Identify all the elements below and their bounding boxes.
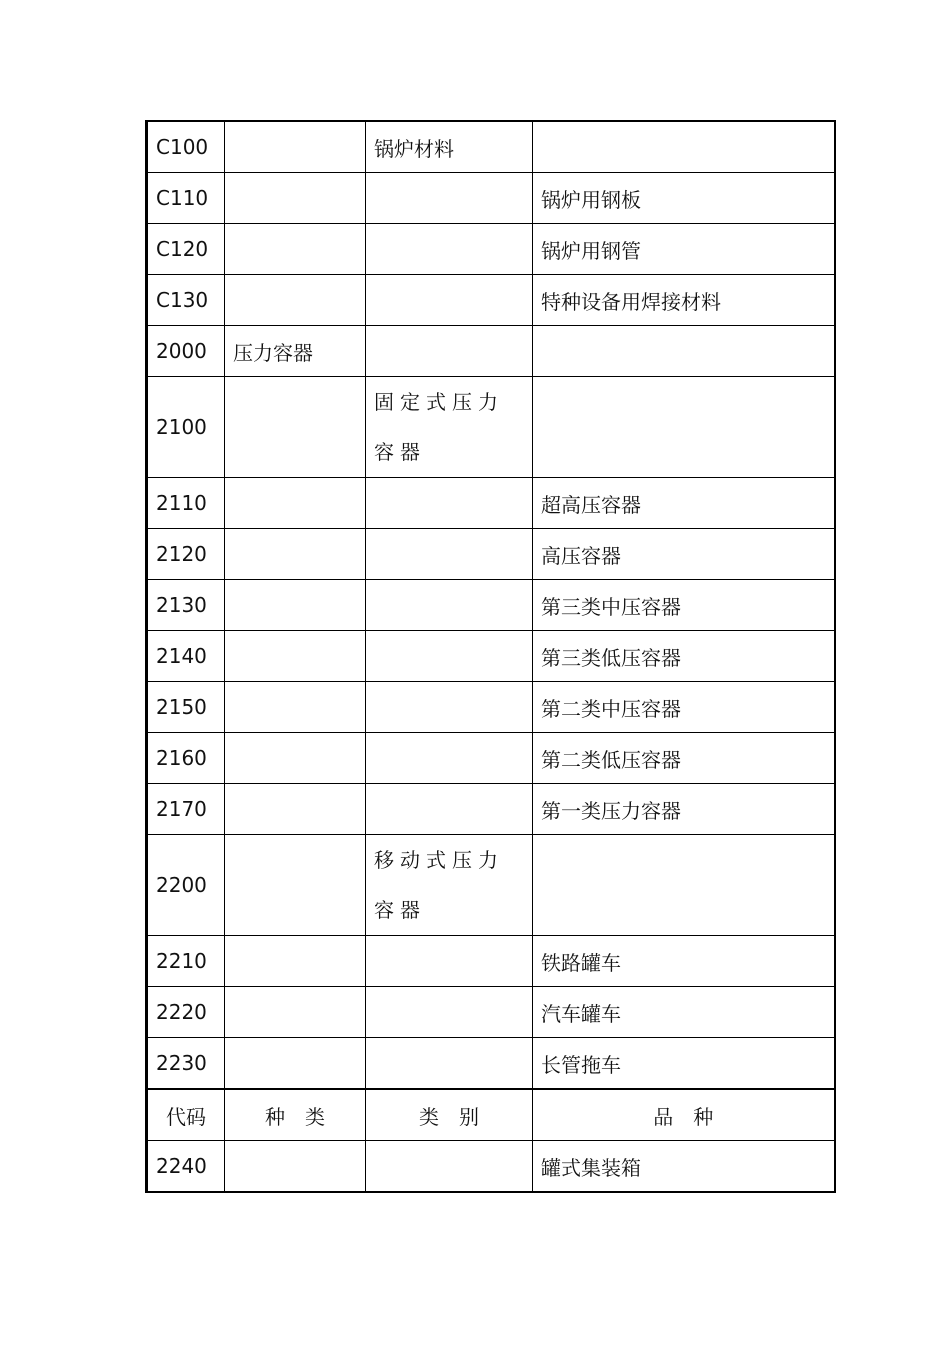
cell-kind <box>225 121 366 173</box>
cell-category <box>366 682 533 733</box>
cell-variety <box>533 326 835 377</box>
cell-code: C100 <box>147 121 225 173</box>
table-row <box>147 121 835 173</box>
table-row <box>147 173 835 224</box>
cell-category <box>366 1141 533 1193</box>
cell-category <box>366 478 533 529</box>
cell-category: 类 别 <box>366 1089 533 1141</box>
equipment-code-table <box>145 120 836 1193</box>
table-row <box>147 275 835 326</box>
cell-variety: 汽车罐车 <box>533 987 835 1038</box>
cell-variety: 第三类中压容器 <box>533 580 835 631</box>
cell-kind <box>225 987 366 1038</box>
cell-kind <box>225 784 366 835</box>
cell-code: 2140 <box>147 631 225 682</box>
cell-code: 2170 <box>147 784 225 835</box>
cell-variety: 罐式集装箱 <box>533 1141 835 1193</box>
cell-category <box>366 326 533 377</box>
cell-code: C110 <box>147 173 225 224</box>
cell-variety <box>533 121 835 173</box>
cell-kind <box>225 529 366 580</box>
cell-kind <box>225 1141 366 1193</box>
cell-kind <box>225 173 366 224</box>
cell-kind <box>225 478 366 529</box>
cell-code: 2130 <box>147 580 225 631</box>
cell-kind: 压力容器 <box>225 326 366 377</box>
cell-code: C120 <box>147 224 225 275</box>
cell-kind <box>225 224 366 275</box>
cell-code: 代码 <box>147 1089 225 1141</box>
table-row <box>147 631 835 682</box>
table-row <box>147 1038 835 1090</box>
cell-code: 2120 <box>147 529 225 580</box>
cell-kind <box>225 580 366 631</box>
cell-code: C130 <box>147 275 225 326</box>
cell-variety: 第一类压力容器 <box>533 784 835 835</box>
table-row <box>147 529 835 580</box>
cell-category: 移动式压力容器 <box>366 835 533 936</box>
cell-code: 2210 <box>147 936 225 987</box>
table-row <box>147 326 835 377</box>
cell-variety: 铁路罐车 <box>533 936 835 987</box>
cell-category <box>366 631 533 682</box>
cell-category <box>366 733 533 784</box>
table-row <box>147 224 835 275</box>
cell-code: 2220 <box>147 987 225 1038</box>
table-row <box>147 733 835 784</box>
cell-kind <box>225 936 366 987</box>
cell-code: 2200 <box>147 835 225 936</box>
cell-variety: 品 种 <box>533 1089 835 1141</box>
table-row <box>147 580 835 631</box>
table-row <box>147 784 835 835</box>
cell-category <box>366 987 533 1038</box>
cell-category <box>366 784 533 835</box>
cell-kind: 种 类 <box>225 1089 366 1141</box>
cell-category <box>366 580 533 631</box>
cell-variety: 锅炉用钢板 <box>533 173 835 224</box>
cell-kind <box>225 733 366 784</box>
cell-variety: 锅炉用钢管 <box>533 224 835 275</box>
cell-variety <box>533 377 835 478</box>
table-row <box>147 936 835 987</box>
cell-code: 2110 <box>147 478 225 529</box>
cell-category <box>366 1038 533 1090</box>
cell-category <box>366 936 533 987</box>
cell-category <box>366 275 533 326</box>
cell-code: 2240 <box>147 1141 225 1193</box>
cell-variety: 第二类中压容器 <box>533 682 835 733</box>
cell-code: 2150 <box>147 682 225 733</box>
table-body <box>147 121 835 1192</box>
table-header-row <box>147 1089 835 1141</box>
cell-kind <box>225 1038 366 1090</box>
cell-category <box>366 224 533 275</box>
cell-variety: 高压容器 <box>533 529 835 580</box>
cell-kind <box>225 682 366 733</box>
table-row <box>147 682 835 733</box>
cell-code: 2160 <box>147 733 225 784</box>
cell-code: 2100 <box>147 377 225 478</box>
cell-variety: 超高压容器 <box>533 478 835 529</box>
cell-kind <box>225 377 366 478</box>
cell-kind <box>225 275 366 326</box>
table-row <box>147 987 835 1038</box>
cell-category: 锅炉材料 <box>366 121 533 173</box>
table-row <box>147 1141 835 1193</box>
cell-variety: 第三类低压容器 <box>533 631 835 682</box>
cell-category <box>366 173 533 224</box>
table-row <box>147 478 835 529</box>
cell-code: 2230 <box>147 1038 225 1090</box>
table-row <box>147 377 835 478</box>
cell-kind <box>225 631 366 682</box>
cell-category: 固定式压力容器 <box>366 377 533 478</box>
cell-variety: 长管拖车 <box>533 1038 835 1090</box>
cell-category <box>366 529 533 580</box>
cell-variety <box>533 835 835 936</box>
cell-variety: 特种设备用焊接材料 <box>533 275 835 326</box>
cell-variety: 第二类低压容器 <box>533 733 835 784</box>
cell-code: 2000 <box>147 326 225 377</box>
table-row <box>147 835 835 936</box>
cell-kind <box>225 835 366 936</box>
